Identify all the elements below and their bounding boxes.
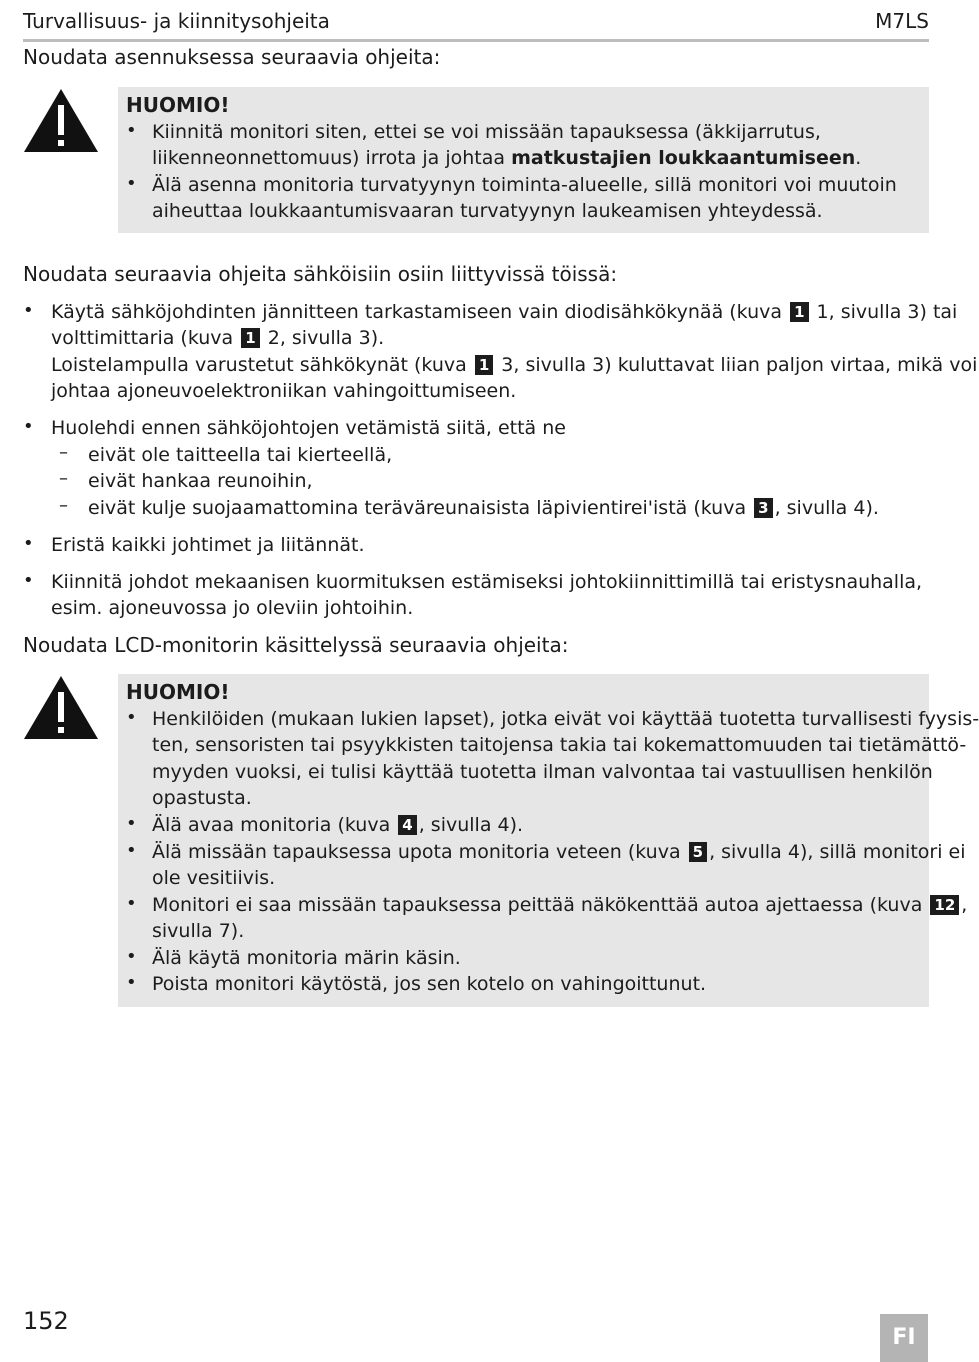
warning-text: ole vesitiivis. xyxy=(152,867,276,889)
dash: – xyxy=(59,468,68,489)
figure-badge: 3 xyxy=(754,498,772,518)
list-item: volttimittaria (kuva 1 2, sivulla 3). xyxy=(51,327,385,349)
intro-electrical: Noudata seuraavia ohjeita sähköisiin osiin liittyvissä töissä: xyxy=(23,262,618,286)
warning-text: liikenneonnettomuus) irrota ja johtaa matkustajien loukkaantumiseen. xyxy=(152,147,862,169)
warning-title: HUOMIO! xyxy=(126,93,230,117)
bullet: • xyxy=(23,533,34,554)
bullet: • xyxy=(126,173,137,194)
bullet: • xyxy=(126,972,137,993)
bullet: • xyxy=(126,120,137,141)
warning-text: Älä avaa monitoria (kuva 4 , sivulla 4). xyxy=(152,814,524,836)
intro-installation: Noudata asennuksessa seuraavia ohjeita: xyxy=(23,45,441,69)
bullet: • xyxy=(126,707,137,728)
figure-badge: 4 xyxy=(398,815,416,835)
bullet: • xyxy=(23,570,34,591)
warning-text: Poista monitori käytöstä, jos sen kotelo on vahingoittunut. xyxy=(152,973,707,995)
bullet: • xyxy=(23,300,34,321)
warning-triangle-icon xyxy=(23,674,99,740)
list-item: Kiinnitä johdot mekaanisen kuormituksen estämiseksi johtokiinnittimillä tai eristysnauhalla, xyxy=(51,571,923,593)
warning-box-lcd xyxy=(118,674,979,1007)
warning-text: Älä asenna monitoria turvatyynyn toiminta-alueelle, sillä monitori voi muutoin xyxy=(152,174,897,196)
dash: – xyxy=(59,442,68,463)
bullet: • xyxy=(126,813,137,834)
bullet: • xyxy=(126,840,137,861)
intro-lcd: Noudata LCD-monitorin käsittelyssä seuraavia ohjeita: xyxy=(23,633,569,657)
figure-badge: 1 xyxy=(790,302,808,322)
bullet: • xyxy=(23,416,34,437)
model-name: M7LS xyxy=(875,9,929,33)
warning-text: Älä käytä monitoria märin käsin. xyxy=(152,947,461,969)
page-number: 152 xyxy=(23,1307,69,1335)
section-title: Turvallisuus- ja kiinnitysohjeita xyxy=(23,9,330,33)
bullet: • xyxy=(126,893,137,914)
warning-text: ten, sensoristen tai psyykkisten taitojensa takia tai kokemattomuuden tai tietämättö- xyxy=(152,734,967,756)
list-item: Loistelampulla varustetut sähkökynät (kuva 1 3, sivulla 3) kuluttavat liian paljon virtaa, mikä voi xyxy=(51,354,978,376)
page-header xyxy=(23,7,929,42)
warning-text: myyden vuoksi, ei tulisi käyttää tuotetta ilman valvontaa tai vastuullisen henkilön xyxy=(152,761,933,783)
list-item: Käytä sähköjohdinten jännitteen tarkastamiseen vain diodisähkökynää (kuva 1 1, sivulla 3) tai xyxy=(51,301,958,323)
figure-badge: 1 xyxy=(475,355,493,375)
list-item: esim. ajoneuvossa jo oleviin johtoihin. xyxy=(51,597,414,619)
figure-badge: 1 xyxy=(241,328,259,348)
warning-text: aiheuttaa loukkaantumisvaaran turvatyynyn laukeamisen yhteydessä. xyxy=(152,200,823,222)
language-tab: FI xyxy=(880,1314,928,1362)
sub-item: eivät kulje suojaamattomina teräväreunaisista läpivientirei'istä (kuva 3 , sivulla 4). xyxy=(88,497,879,519)
warning-box-installation xyxy=(118,87,929,233)
sub-item: eivät ole taitteella tai kierteellä, xyxy=(88,444,393,466)
figure-badge: 12 xyxy=(930,895,959,915)
dash: – xyxy=(59,495,68,516)
warning-title: HUOMIO! xyxy=(126,680,230,704)
list-item: Eristä kaikki johtimet ja liitännät. xyxy=(51,534,365,556)
warning-text: opastusta. xyxy=(152,787,252,809)
warning-text: Monitori ei saa missään tapauksessa peittää näkökenttää autoa ajettaessa (kuva 12 , xyxy=(152,894,968,916)
emphasis-text: matkustajien loukkaantumiseen xyxy=(511,147,856,169)
warning-text: Henkilöiden (mukaan lukien lapset), jotka eivät voi käyttää tuotetta turvallisesti fyysis- xyxy=(152,708,979,730)
list-item: johtaa ajoneuvoelektroniikan vahingoittumiseen. xyxy=(51,380,517,402)
sub-item: eivät hankaa reunoihin, xyxy=(88,470,313,492)
figure-badge: 5 xyxy=(689,842,707,862)
warning-text: sivulla 7). xyxy=(152,920,245,942)
warning-text: Kiinnitä monitori siten, ettei se voi missään tapauksessa (äkkijarrutus, xyxy=(152,121,821,143)
warning-text: Älä missään tapauksessa upota monitoria veteen (kuva 5 , sivulla 4), sillä monitori ei xyxy=(152,841,966,863)
list-item: Huolehdi ennen sähköjohtojen vetämistä siitä, että ne xyxy=(51,417,566,439)
warning-triangle-icon xyxy=(23,87,99,153)
bullet: • xyxy=(126,946,137,967)
